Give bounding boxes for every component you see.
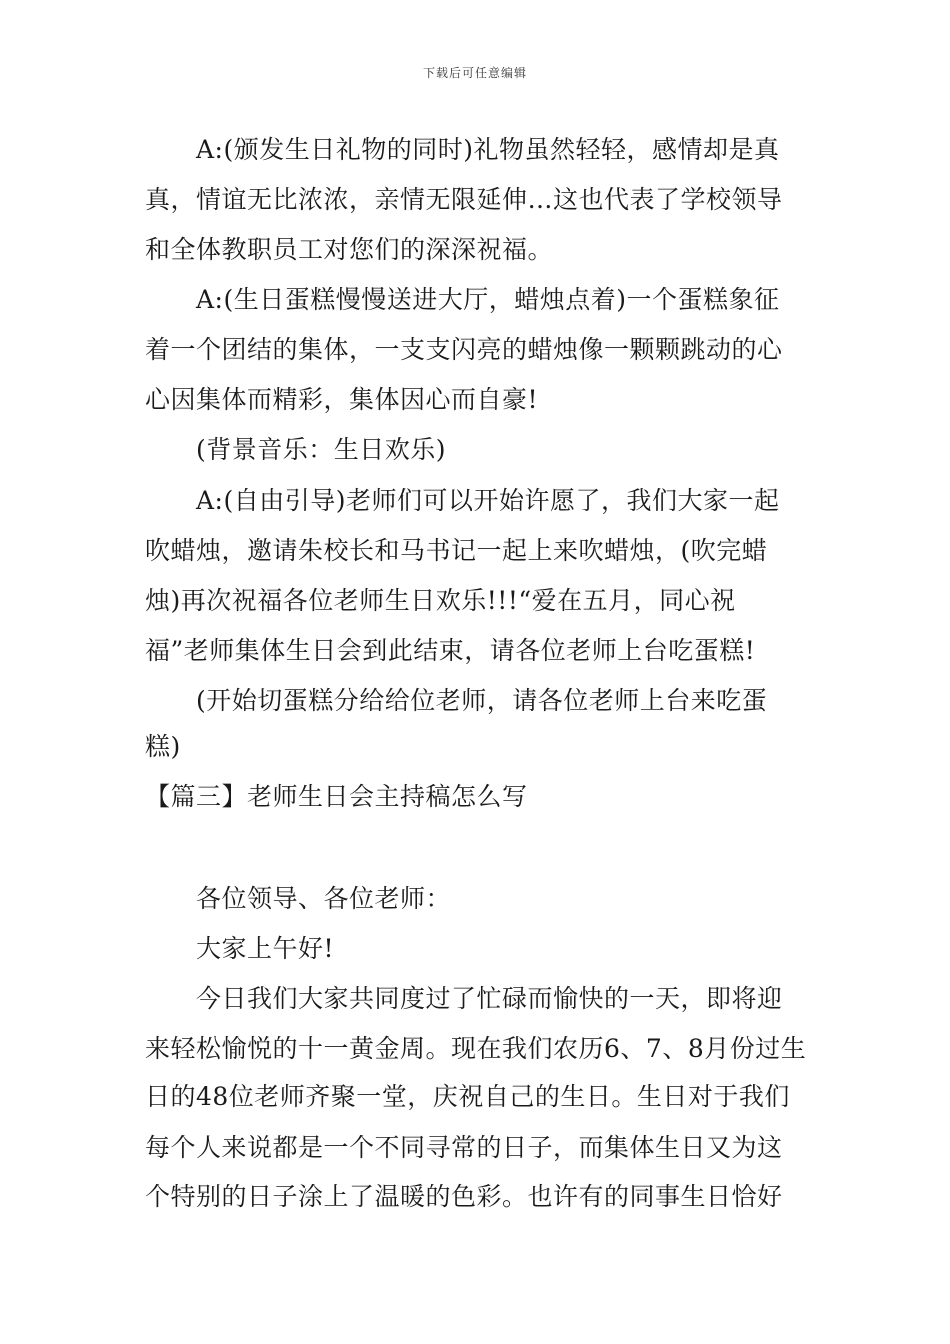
text-line: 吹蜡烛，邀请朱校长和马书记一起上来吹蜡烛，(吹完蜡: [145, 536, 768, 565]
text-line: A:(颁发生日礼物的同时)礼物虽然轻轻，感情却是真: [196, 135, 780, 164]
text-line: 各位领导、各位老师：: [196, 884, 452, 913]
page-header: 下载后可任意编辑: [422, 66, 527, 80]
section-heading: 【篇三】老师生日会主持稿怎么写: [145, 782, 528, 811]
text-line: 心因集体而精彩，集体因心而自豪!: [145, 385, 539, 414]
text-line: 日的48位老师齐聚一堂，庆祝自己的生日。生日对于我们: [145, 1082, 790, 1111]
text-line: A:(自由引导)老师们可以开始许愿了，我们大家一起: [196, 486, 780, 515]
text-line: 个特别的日子涂上了温暖的色彩。也许有的同事生日恰好: [145, 1182, 783, 1211]
text-line: 今日我们大家共同度过了忙碌而愉快的一天，即将迎: [196, 984, 783, 1013]
text-line: 和全体教职员工对您们的深深祝福。: [145, 235, 554, 264]
text-line: 烛)再次祝福各位老师生日欢乐!!!“爱在五月，同心祝: [145, 586, 736, 615]
text-line: 每个人来说都是一个不同寻常的日子，而集体生日又为这: [145, 1133, 783, 1162]
text-line: 来轻松愉悦的十一黄金周。现在我们农历6、7、8月份过生: [145, 1034, 807, 1063]
text-line: 糕): [145, 732, 181, 761]
text-line: A:(生日蛋糕慢慢送进大厅，蜡烛点着)一个蛋糕象征: [196, 285, 780, 314]
text-line: (开始切蛋糕分给给位老师，请各位老师上台来吃蛋: [196, 686, 768, 715]
text-line: 大家上午好!: [196, 934, 335, 963]
text-line: 着一个团结的集体，一支支闪亮的蜡烛像一颗颗跳动的心: [145, 335, 783, 364]
text-line: 福”老师集体生日会到此结束，请各位老师上台吃蛋糕!: [145, 636, 756, 665]
text-line: 真，情谊无比浓浓，亲情无限延伸…这也代表了学校领导: [145, 185, 783, 214]
text-line: (背景音乐：生日欢乐): [196, 435, 447, 464]
